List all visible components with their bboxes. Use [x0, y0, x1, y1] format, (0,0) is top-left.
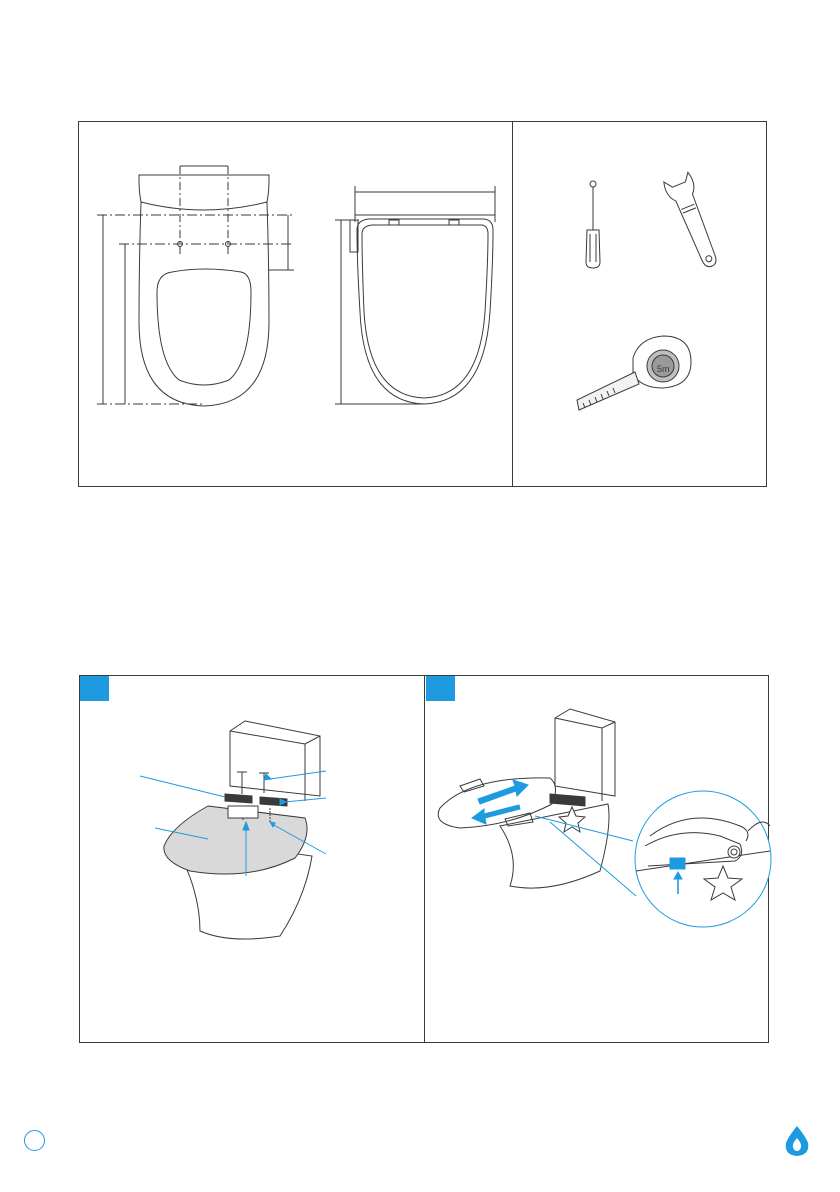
installation-steps-panel	[79, 675, 769, 1043]
page-number-circle	[24, 1130, 45, 1151]
water-drop-logo-icon	[784, 1125, 810, 1157]
adjustable-wrench-icon	[663, 172, 726, 272]
installation-illustrations	[80, 676, 770, 1044]
step-2-illustration	[438, 709, 771, 927]
screwdriver-icon	[586, 181, 600, 268]
step-1-illustration	[140, 721, 326, 939]
tools-illustration	[79, 122, 768, 488]
tape-measure-label: 5m	[657, 364, 670, 374]
tape-measure-icon	[577, 336, 691, 410]
dimensions-and-tools-panel	[78, 121, 767, 487]
